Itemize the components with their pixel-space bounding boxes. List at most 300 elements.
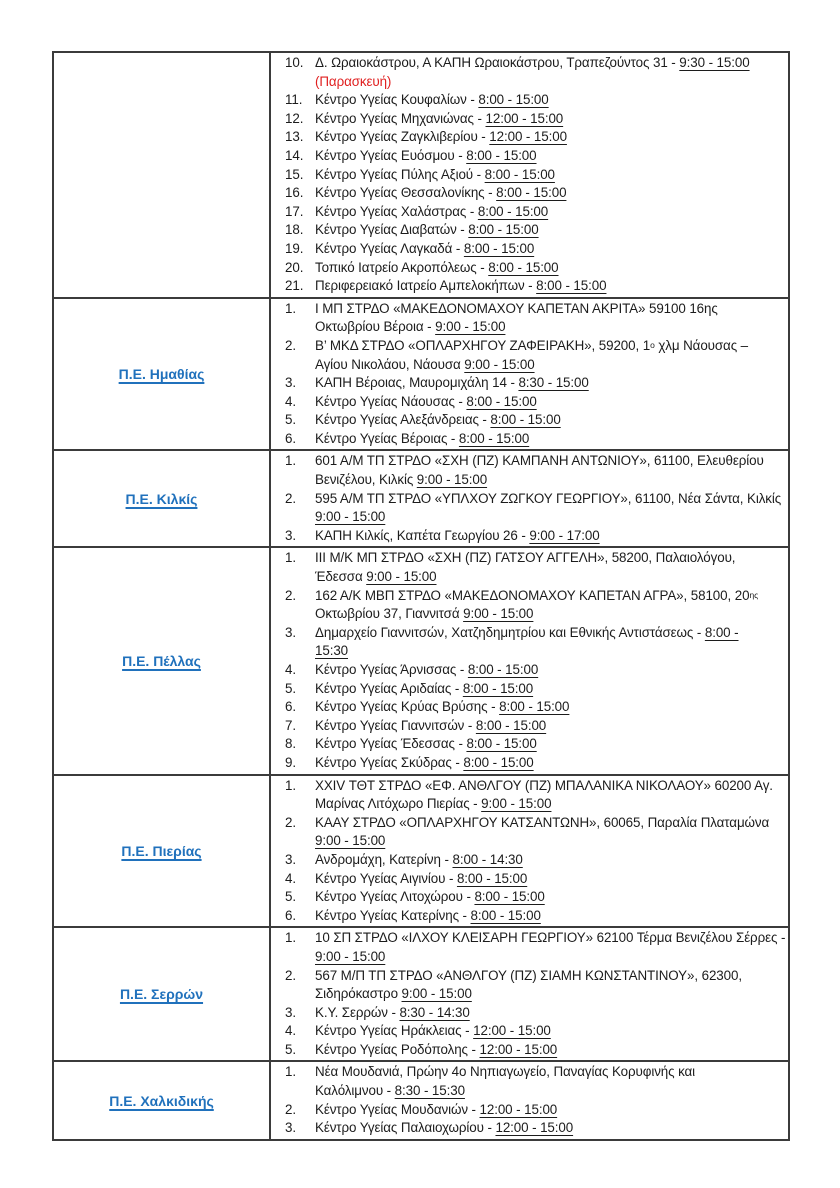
location-text: Περιφερειακό Ιατρείο Αμπελοκήπων - [315, 278, 537, 294]
location-text: Κέντρο Υγείας Αλεξάνδρειας - [315, 412, 491, 428]
list-item [271, 490, 788, 527]
region-link[interactable]: Π.Ε. Χαλκιδικής [109, 1092, 214, 1109]
text-line [315, 221, 788, 240]
time-range: 8:00 - 15:00 [490, 412, 561, 428]
list-item [271, 851, 788, 870]
item-number: 3. [285, 624, 296, 640]
item-text [315, 661, 788, 680]
time-range: 9:00 - 15:00 [481, 796, 552, 812]
time-range: 8:00 - 15:00 [466, 736, 537, 752]
item-text [315, 967, 788, 1004]
text-line [315, 430, 788, 449]
time-range: 8:00 - 15:00 [466, 393, 537, 409]
time-range: 9:00 - 17:00 [529, 527, 600, 543]
list-item [271, 54, 788, 91]
list-item [271, 393, 788, 412]
location-text: Νέα Μουδανιά, Πρώην 4ο Νηπιαγωγείο, Παναγίας Κορυφινής και [315, 1064, 696, 1080]
location-text: Κέντρο Υγείας Κρύας Βρύσης - [315, 699, 500, 715]
table-row [54, 53, 788, 297]
location-text: ΚΑΠΗ Κιλκίς, Καπέτα Γεωργίου 26 - [315, 527, 530, 543]
item-number: 1. [285, 550, 296, 566]
text-line [315, 411, 788, 430]
item-text [315, 1101, 788, 1120]
text-line [315, 642, 788, 661]
time-range: 12:00 - 15:00 [489, 129, 567, 145]
location-text: Κέντρο Υγείας Αριδαίας - [315, 680, 463, 696]
item-number: 13. [285, 129, 304, 145]
location-text: Κέντρο Υγείας Διαβατών - [315, 222, 469, 238]
item-number: 1. [285, 777, 296, 793]
location-text: Μαρίνας Λιτόχωρο Πιερίας - [315, 796, 482, 812]
time-range: 9:00 - 15:00 [416, 472, 488, 488]
item-number: 6. [285, 430, 296, 446]
location-text: Κέντρο Υγείας Κουφαλίων - [315, 92, 479, 108]
item-number: 4. [285, 870, 296, 886]
list-item [271, 203, 788, 222]
item-text [315, 393, 788, 412]
text-line [315, 777, 788, 796]
item-text [315, 698, 788, 717]
text-line [315, 490, 788, 509]
location-text: Κέντρο Υγείας Ηράκλειας - [315, 1023, 474, 1039]
time-range: 8:30 - 15:30 [394, 1083, 465, 1099]
list-item [271, 337, 788, 374]
text-line [315, 1022, 788, 1041]
region-cell [54, 53, 271, 297]
day-note: (Παρασκευή) [315, 73, 392, 89]
list-item [271, 888, 788, 907]
region-link[interactable]: Π.Ε. Κιλκίς [125, 490, 198, 507]
item-text [315, 814, 788, 851]
text-line [315, 795, 788, 814]
list-item [271, 527, 788, 546]
list-item [271, 277, 788, 296]
location-text: Κέντρο Υγείας Έδεσσας - [315, 736, 467, 752]
location-text: 601 Α/Μ ΤΠ ΣΤΡΔΟ «ΣΧΗ (ΠΖ) ΚΑΜΠΑΝΗ ΑΝΤΩΝΙΟΥ», 61100, Ελευθερίου [315, 453, 764, 469]
location-text: 567 Μ/Π ΤΠ ΣΤΡΔΟ «ΑΝΘΛΓΟΥ (ΠΖ) ΣΙΑΜΗ ΚΩΝΣΤΑΝΤΙΝΟΥ», 62300, [315, 967, 742, 983]
item-text [315, 91, 788, 110]
text-line [315, 452, 788, 471]
item-text [315, 851, 788, 870]
text-line [315, 91, 788, 110]
time-range: 8:00 - 15:00 [467, 662, 539, 677]
list-item [271, 147, 788, 166]
time-range: 8:00 - [704, 624, 739, 640]
location-text: Κέντρο Υγείας Βέροιας - [315, 430, 459, 446]
list-item [271, 587, 788, 624]
region-link[interactable]: Π.Ε. Ημαθίας [118, 366, 205, 383]
text-line [315, 54, 788, 73]
item-text [315, 907, 788, 926]
text-line [315, 508, 788, 527]
region-cell [54, 548, 271, 773]
text-line [315, 870, 788, 889]
text-line [315, 888, 788, 907]
text-line [315, 1063, 788, 1082]
location-text: Κέντρο Υγείας Λαγκαδά - [315, 240, 464, 256]
item-text [315, 870, 788, 889]
text-line [315, 527, 788, 546]
list-item [271, 259, 788, 278]
item-number: 3. [285, 851, 296, 867]
time-range: 12:00 - 15:00 [495, 1120, 574, 1136]
text-line [315, 300, 788, 319]
table-row [54, 774, 788, 927]
list-item [271, 300, 788, 337]
list-item [271, 1004, 788, 1023]
list-item [271, 777, 788, 814]
item-number: 1. [285, 300, 296, 316]
list-item [271, 110, 788, 129]
time-range: 8:00 - 15:00 [536, 278, 607, 294]
time-range: 12:00 - 15:00 [479, 1041, 558, 1057]
list-item [271, 128, 788, 147]
item-number: 5. [285, 889, 296, 905]
item-number: 3. [285, 375, 296, 391]
item-text [315, 1119, 788, 1138]
item-number: 1. [285, 453, 296, 469]
time-range: 9:00 - 15:00 [435, 319, 506, 335]
item-text [315, 754, 788, 773]
time-range: 8:00 - 15:00 [496, 185, 567, 201]
list-item [271, 452, 788, 489]
item-number: 2. [285, 490, 296, 506]
time-range: 8:30 - 14:30 [399, 1004, 470, 1020]
list-item [271, 1101, 788, 1120]
table-row [54, 449, 788, 546]
time-range: 9:00 - 15:00 [315, 833, 386, 849]
text-line [315, 661, 788, 680]
item-text [315, 717, 788, 736]
region-link[interactable]: Π.Ε. Πέλλας [122, 653, 201, 669]
item-number: 1. [285, 930, 296, 946]
text-line [315, 1004, 788, 1023]
time-range: 8:00 - 15:00 [499, 699, 570, 715]
location-text: Δ. Ωραιοκάστρου, Α ΚΑΠΗ Ωραιοκάστρου, Τραπεζούντος 31 - [315, 55, 680, 70]
ordinal-suffix: ο [650, 339, 655, 350]
time-range: 9:00 - 15:00 [315, 948, 386, 964]
item-number: 1. [285, 1064, 296, 1080]
time-range: 9:00 - 15:00 [315, 509, 386, 525]
item-number: 17. [285, 203, 304, 219]
item-number: 6. [285, 699, 296, 715]
items-cell [271, 53, 788, 297]
time-range: 9:30 - 15:00 [679, 55, 750, 70]
text-line [315, 698, 788, 717]
location-text: Κέντρο Υγείας Θεσσαλονίκης - [315, 185, 497, 201]
text-line [315, 907, 788, 926]
time-range: 12:00 - 15:00 [473, 1023, 551, 1039]
table-row [54, 926, 788, 1060]
location-text: Κέντρο Υγείας Λιτοχώρου - [315, 889, 475, 905]
text-line [315, 754, 788, 773]
location-text: 162 Α/Κ ΜΒΠ ΣΤΡΔΟ «ΜΑΚΕΔΟΝΟΜΑΧΟΥ ΚΑΠΕΤΑΝ ΑΓΡΑ», 58100, 20 [315, 587, 750, 603]
region-link[interactable]: Π.Ε. Σερρών [119, 986, 204, 1003]
item-number: 3. [285, 527, 296, 543]
text-line [315, 110, 788, 129]
item-text [315, 929, 788, 966]
location-text: Κέντρο Υγείας Χαλάστρας - [315, 203, 478, 219]
list-item [271, 1041, 788, 1060]
location-text: Σιδηρόκαστρο [315, 986, 402, 1002]
region-cell [54, 299, 271, 450]
time-range: 8:00 - 15:00 [470, 907, 541, 923]
item-text [315, 184, 788, 203]
list-item [271, 184, 788, 203]
list-item [271, 1022, 788, 1041]
text-line [315, 717, 788, 736]
list-item [271, 680, 788, 699]
item-number: 3. [285, 1120, 296, 1136]
location-text: Ι ΜΠ ΣΤΡΔΟ «ΜΑΚΕΔΟΝΟΜΑΧΟΥ ΚΑΠΕΤΑΝ ΑΚΡΙΤΑ» 59100 16ης [315, 300, 718, 316]
item-text [315, 430, 788, 449]
time-range: 8:00 - 15:00 [478, 92, 549, 108]
text-line [315, 680, 788, 699]
item-number: 12. [285, 110, 304, 126]
location-text: Κέντρο Υγείας Αιγινίου - [315, 870, 457, 886]
location-text: ΚΑΑΥ ΣΤΡΔΟ «ΟΠΛΑΡΧΗΓΟΥ ΚΑΤΣΑΝΤΩΝΗ», 60065, Παραλία Πλαταμώνα [315, 814, 770, 830]
item-number: 2. [285, 967, 296, 983]
table-row [54, 1060, 788, 1138]
item-text [315, 777, 788, 814]
text-line [315, 128, 788, 147]
item-text [315, 300, 788, 337]
time-range: 9:00 - 15:00 [463, 606, 534, 622]
item-number: 20. [285, 259, 304, 275]
list-item [271, 91, 788, 110]
text-line [315, 184, 788, 203]
text-line [315, 832, 788, 851]
time-range: 12:00 - 15:00 [485, 110, 564, 126]
item-number: 2. [285, 814, 296, 830]
ordinal-suffix: ης [749, 589, 759, 600]
item-text [315, 128, 788, 147]
location-text: Τοπικό Ιατρείο Ακροπόλεως - [315, 259, 489, 275]
time-range: 9:00 - 15:00 [464, 356, 535, 372]
list-item [271, 166, 788, 185]
item-number: 3. [285, 1004, 296, 1020]
item-number: 21. [285, 278, 304, 294]
region-cell [54, 1062, 271, 1138]
item-text [315, 54, 788, 91]
time-range: 8:00 - 15:00 [462, 680, 534, 696]
text-line [315, 967, 788, 986]
items-cell [271, 451, 788, 546]
table-row [54, 546, 788, 773]
table-row [54, 297, 788, 450]
location-text: ΙΙΙ Μ/Κ ΜΠ ΣΤΡΔΟ «ΣΧΗ (ΠΖ) ΓΑΤΣΟΥ ΑΓΓΕΛΗ», 58200, Παλαιολόγου, [315, 550, 736, 566]
list-item [271, 624, 788, 661]
item-text [315, 1063, 788, 1100]
location-text: Κέντρο Υγείας Ζαγκλιβερίου - [315, 129, 490, 145]
text-line [315, 374, 788, 393]
item-text [315, 221, 788, 240]
items-cell [271, 548, 788, 773]
location-text: Ανδρομάχη, Κατερίνη - [315, 851, 453, 867]
location-text: Αγίου Νικολάου, Νάουσα [315, 356, 465, 372]
text-line [315, 240, 788, 259]
text-line [315, 166, 788, 185]
location-text: Κέντρο Υγείας Μουδανιών - [315, 1101, 480, 1117]
item-number: 14. [285, 147, 304, 163]
location-text: 10 ΣΠ ΣΤΡΔΟ «ΙΛΧΟΥ ΚΛΕΙΣΑΡΗ ΓΕΩΡΓΙΟΥ» 62100 Τέρμα Βενιζέλου Σέρρες - [315, 930, 786, 946]
text-line [315, 1082, 788, 1101]
location-text: Κέντρο Υγείας Σκύδρας - [315, 754, 464, 770]
text-line [315, 393, 788, 412]
text-line [315, 277, 788, 296]
time-range: 8:00 - 15:00 [463, 240, 535, 256]
time-range: 8:00 - 15:00 [474, 889, 545, 905]
item-number: 8. [285, 736, 296, 752]
text-line [315, 337, 788, 356]
location-text: Κέντρο Υγείας Παλαιοχωρίου - [315, 1120, 496, 1136]
text-line [315, 568, 788, 587]
text-line [315, 147, 788, 166]
location-text: Κέντρο Υγείας Μηχανιώνας - [315, 110, 486, 126]
list-item [271, 929, 788, 966]
items-cell [271, 928, 788, 1060]
time-range: 8:00 - 15:00 [463, 754, 534, 770]
time-range: 8:30 - 15:00 [518, 375, 589, 391]
text-line [315, 318, 788, 337]
location-text: Οκτωβρίου Βέροια - [315, 319, 436, 335]
item-text [315, 110, 788, 129]
time-range: 12:00 - 15:00 [479, 1101, 558, 1117]
list-item [271, 814, 788, 851]
text-line [315, 73, 788, 92]
item-text [315, 1041, 788, 1060]
schedule-table [52, 51, 790, 1141]
item-text [315, 527, 788, 546]
time-range: 8:00 - 14:30 [452, 851, 523, 867]
text-line [315, 624, 788, 643]
location-text: Έδεσσα [315, 569, 367, 585]
item-text [315, 374, 788, 393]
time-range: 8:00 - 15:00 [458, 430, 530, 446]
location-text: ΚΑΠΗ Βέροιας, Μαυρομιχάλη 14 - [315, 375, 519, 391]
item-number: 10. [285, 55, 304, 70]
region-link[interactable]: Π.Ε. Πιερίας [121, 842, 202, 859]
item-text [315, 587, 788, 624]
location-text: Β’ ΜΚΔ ΣΤΡΔΟ «ΟΠΛΑΡΧΗΓΟΥ ΖΑΦΕΙΡΑΚΗ», 59200, 1 [315, 337, 651, 353]
list-item [271, 1119, 788, 1138]
text-line [315, 851, 788, 870]
time-range: 8:00 - 15:00 [456, 870, 528, 886]
location-text: Κέντρο Υγείας Ευόσμου - [315, 147, 467, 163]
location-text: Βενιζέλου, Κιλκίς [315, 472, 417, 488]
item-number: 4. [285, 1023, 296, 1039]
item-number: 2. [285, 1101, 296, 1117]
time-range: 8:00 - 15:00 [484, 166, 555, 182]
list-item [271, 411, 788, 430]
item-text [315, 411, 788, 430]
item-number: 5. [285, 412, 296, 428]
location-text: Κέντρο Υγείας Άρνισσας - [315, 662, 468, 677]
time-range: 8:00 - 15:00 [488, 259, 559, 275]
location-text: Κέντρο Υγείας Ροδόπολης - [315, 1041, 480, 1057]
time-range: 8:00 - 15:00 [466, 147, 537, 163]
list-item [271, 549, 788, 586]
location-text: Καλόλιμνου - [315, 1083, 395, 1099]
item-number: 9. [285, 754, 296, 770]
time-range: 8:00 - 15:00 [468, 222, 539, 238]
location-text: Κέντρο Υγείας Νάουσας - [315, 393, 467, 409]
item-number: 15. [285, 166, 304, 182]
time-range: 15:30 [315, 643, 349, 659]
location-text: XXIV ΤΘΤ ΣΤΡΔΟ «ΕΦ. ΑΝΘΛΓΟΥ (ΠΖ) ΜΠΑΛΑΝΙΚΑ ΝΙΚΟΛΑΟΥ» 60200 Αγ. [315, 777, 773, 793]
item-text [315, 452, 788, 489]
item-text [315, 549, 788, 586]
region-cell [54, 928, 271, 1060]
location-text: Δημαρχείο Γιαννιτσών, Χατζηδημητρίου και Εθνικής Αντιστάσεως - [315, 624, 705, 640]
text-line [315, 605, 788, 624]
location-text: Κ.Υ. Σερρών - [315, 1004, 400, 1020]
item-number: 6. [285, 907, 296, 923]
time-range: 8:00 - 15:00 [477, 203, 549, 219]
text-line [315, 1101, 788, 1120]
time-range: 8:00 - 15:00 [475, 717, 547, 733]
list-item [271, 430, 788, 449]
list-item [271, 754, 788, 773]
item-text [315, 240, 788, 259]
list-item [271, 717, 788, 736]
item-number: 2. [285, 587, 296, 603]
item-text [315, 166, 788, 185]
text-line [315, 814, 788, 833]
item-text [315, 1022, 788, 1041]
list-item [271, 870, 788, 889]
item-text [315, 277, 788, 296]
item-number: 18. [285, 222, 304, 238]
list-item [271, 735, 788, 754]
items-cell [271, 299, 788, 450]
item-text [315, 490, 788, 527]
item-number: 5. [285, 1041, 296, 1057]
region-cell [54, 776, 271, 927]
text-line [315, 549, 788, 568]
location-text: Κέντρο Υγείας Γιαννιτσών - [315, 717, 476, 733]
item-number: 16. [285, 185, 304, 201]
items-cell [271, 1062, 788, 1138]
item-number: 4. [285, 662, 296, 677]
text-line [315, 929, 788, 948]
item-text [315, 147, 788, 166]
text-line [315, 259, 788, 278]
item-text [315, 624, 788, 661]
items-cell [271, 776, 788, 927]
text-line [315, 1041, 788, 1060]
item-text [315, 203, 788, 222]
location-text: χλμ Νάουσας – [654, 337, 749, 353]
location-text: Κέντρο Υγείας Κατερίνης - [315, 907, 471, 923]
list-item [271, 967, 788, 1004]
item-text [315, 337, 788, 374]
list-item [271, 907, 788, 926]
list-item [271, 221, 788, 240]
location-text: Κέντρο Υγείας Πύλης Αξιού - [315, 166, 485, 182]
item-text [315, 259, 788, 278]
item-number: 7. [285, 717, 296, 733]
location-text: 595 Α/Μ ΤΠ ΣΤΡΔΟ «ΥΠΛΧΟΥ ΖΩΓΚΟΥ ΓΕΩΡΓΙΟΥ», 61100, Νέα Σάντα, Κιλκίς [315, 490, 782, 506]
item-number: 4. [285, 393, 296, 409]
item-text [315, 680, 788, 699]
item-number: 2. [285, 337, 296, 353]
time-range: 9:00 - 15:00 [401, 986, 472, 1002]
text-line [315, 735, 788, 754]
list-item [271, 240, 788, 259]
list-item [271, 374, 788, 393]
time-range: 9:00 - 15:00 [366, 569, 437, 585]
